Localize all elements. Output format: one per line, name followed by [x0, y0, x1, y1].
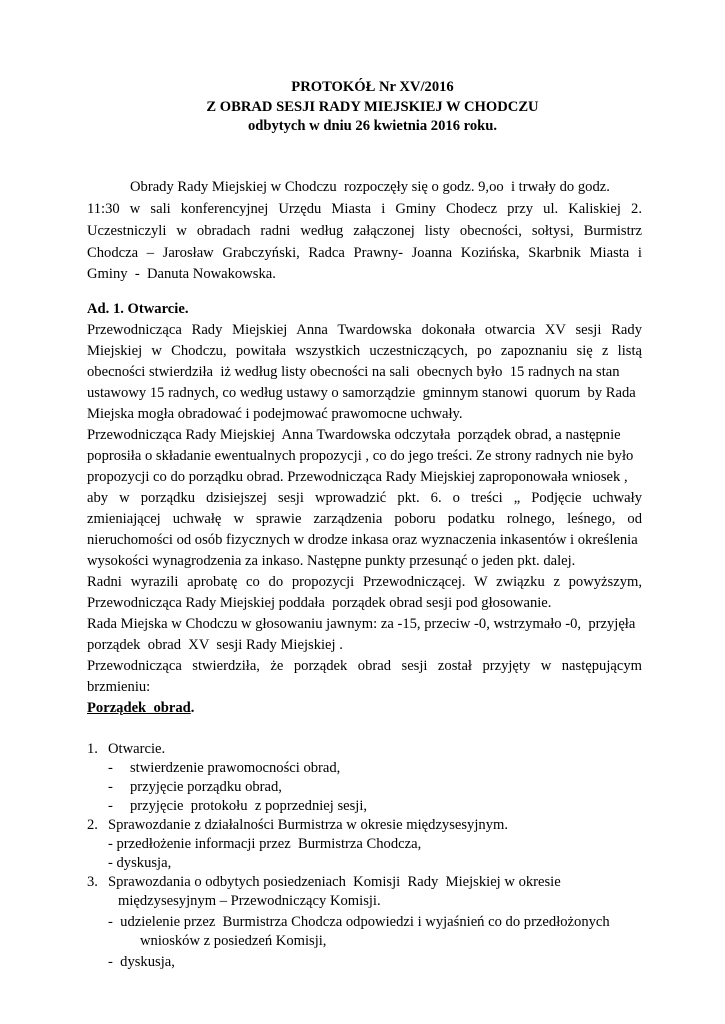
paragraph-line: poprosiła o składanie ewentualnych propozycji , co do jego treści. Ze strony radnych nie było — [87, 448, 634, 464]
agenda-subitem: stwierdzenie prawomocności obrad, — [130, 760, 341, 776]
paragraph-line: Miejskiej w Chodczu, powitała wszystkich uczestniczących, po zapoznaniu się z listą — [87, 343, 642, 359]
intro-line: 11:30 w sali konferencyjnej Urzędu Miasta i Gminy Chodecz przy ul. Kaliskiej 2. — [87, 201, 642, 217]
agenda-subitem: przyjęcie protokołu z poprzedniej sesji, — [130, 798, 368, 814]
agenda-dash: - — [108, 779, 113, 795]
agenda-item-number: 3. — [87, 874, 98, 890]
agenda-item-number: 1. — [87, 741, 98, 757]
agenda-subitem-cont: wniosków z posiedzeń Komisji, — [140, 933, 327, 949]
agenda-subitem: - przedłożenie informacji przez Burmistrza Chodcza, — [108, 836, 422, 852]
paragraph-line: propozycji co do porządku obrad. Przewodnicząca Rady Miejskiej zaproponowała wniosek , — [87, 469, 628, 485]
agenda-heading-text: Porządek obrad — [87, 700, 191, 716]
agenda-dash: - — [108, 760, 113, 776]
paragraph-line: obecności stwierdziła iż według listy obecności na sali obecnych było 15 radnych na stan — [87, 364, 620, 380]
paragraph-line: brzmieniu: — [87, 679, 151, 695]
agenda-subitem: - dyskusja, — [108, 855, 172, 871]
agenda-item-title: Sprawozdanie z działalności Burmistrza w okresie międzysesyjnym. — [108, 817, 508, 833]
paragraph-line: Przewodnicząca Rady Miejskiej poddała porządek obrad sesji pod głosowanie. — [87, 595, 552, 611]
title-line-2: Z OBRAD SESJI RADY MIEJSKIEJ W CHODCZU — [206, 98, 539, 115]
section-heading: Ad. 1. Otwarcie. — [87, 301, 189, 317]
paragraph-line: Radni wyrazili aprobatę co do propozycji Przewodniczącej. W związku z powyższym, — [87, 574, 642, 590]
agenda-dash: - — [108, 798, 113, 814]
agenda-item-title: Sprawozdania o odbytych posiedzeniach Komisji Rady Miejskiej w okresie — [108, 874, 561, 890]
paragraph-line: Rada Miejska w Chodczu w głosowaniu jawnym: za -15, przeciw -0, wstrzymało -0, przyjęła — [87, 616, 636, 632]
agenda-item-title: Otwarcie. — [108, 741, 166, 757]
paragraph-line: ustawowy 15 radnych, co według ustawy o samorządzie gminnym stanowi quorum by Rada — [87, 385, 636, 401]
paragraph-line: Przewodnicząca Rady Miejskiej Anna Twardowska odczytała porządek obrad, a następnie — [87, 427, 621, 443]
paragraph-line: Przewodnicząca Rady Miejskiej Anna Twardowska dokonała otwarcia XV sesji Rady — [87, 322, 642, 338]
agenda-item-title-cont: międzysesyjnym – Przewodniczący Komisji. — [118, 893, 381, 909]
paragraph-line: Miejska mogła obradować i podejmować prawomocne uchwały. — [87, 406, 463, 422]
title-line-3: odbytych w dniu 26 kwietnia 2016 roku. — [247, 118, 498, 134]
intro-line: Gminy - Danuta Nowakowska. — [87, 266, 276, 282]
protocol-title — [0, 78, 725, 137]
intro-line: Uczestniczyli w obradach radni według załączonej listy obecności, sołtysi, Burmistrz — [87, 223, 642, 239]
intro-line: Chodcza – Jarosław Grabczyński, Radca Prawny- Joanna Kozińska, Skarbnik Miasta i — [87, 245, 642, 261]
title-line-1: PROTOKÓŁ Nr XV/2016 — [291, 79, 454, 95]
agenda-heading — [87, 698, 194, 718]
agenda-item-number: 2. — [87, 817, 98, 833]
paragraph-line: Przewodnicząca stwierdziła, że porządek obrad sesji został przyjęty w następującym — [87, 658, 642, 674]
paragraph-line: nieruchomości od osób fizycznych w drodze inkasa oraz wyznaczenia inkasentów i określenia — [87, 532, 638, 548]
agenda-subitem: - udzielenie przez Burmistrza Chodcza odpowiedzi i wyjaśnień co do przedłożonych — [108, 914, 610, 930]
paragraph-line: wysokości wynagrodzenia za inkaso. Następne punkty przesunąć o jeden pkt. dalej. — [87, 553, 576, 569]
agenda-heading-period: . — [190, 700, 195, 716]
intro-line: Obrady Rady Miejskiej w Chodczu rozpoczęły się o godz. 9,oo i trwały do godz. — [130, 179, 610, 195]
agenda-subitem: - dyskusja, — [108, 954, 175, 970]
paragraph-line: porządek obrad XV sesji Rady Miejskiej . — [87, 637, 343, 653]
paragraph-line: zmieniającej uchwałę w sprawie zarządzenia poboru podatku rolnego, leśnego, od — [87, 511, 642, 527]
paragraph-line: aby w porządku dzisiejszej sesji wprowadzić pkt. 6. o treści „ Podjęcie uchwały — [87, 490, 642, 506]
agenda-subitem: przyjęcie porządku obrad, — [130, 779, 282, 795]
